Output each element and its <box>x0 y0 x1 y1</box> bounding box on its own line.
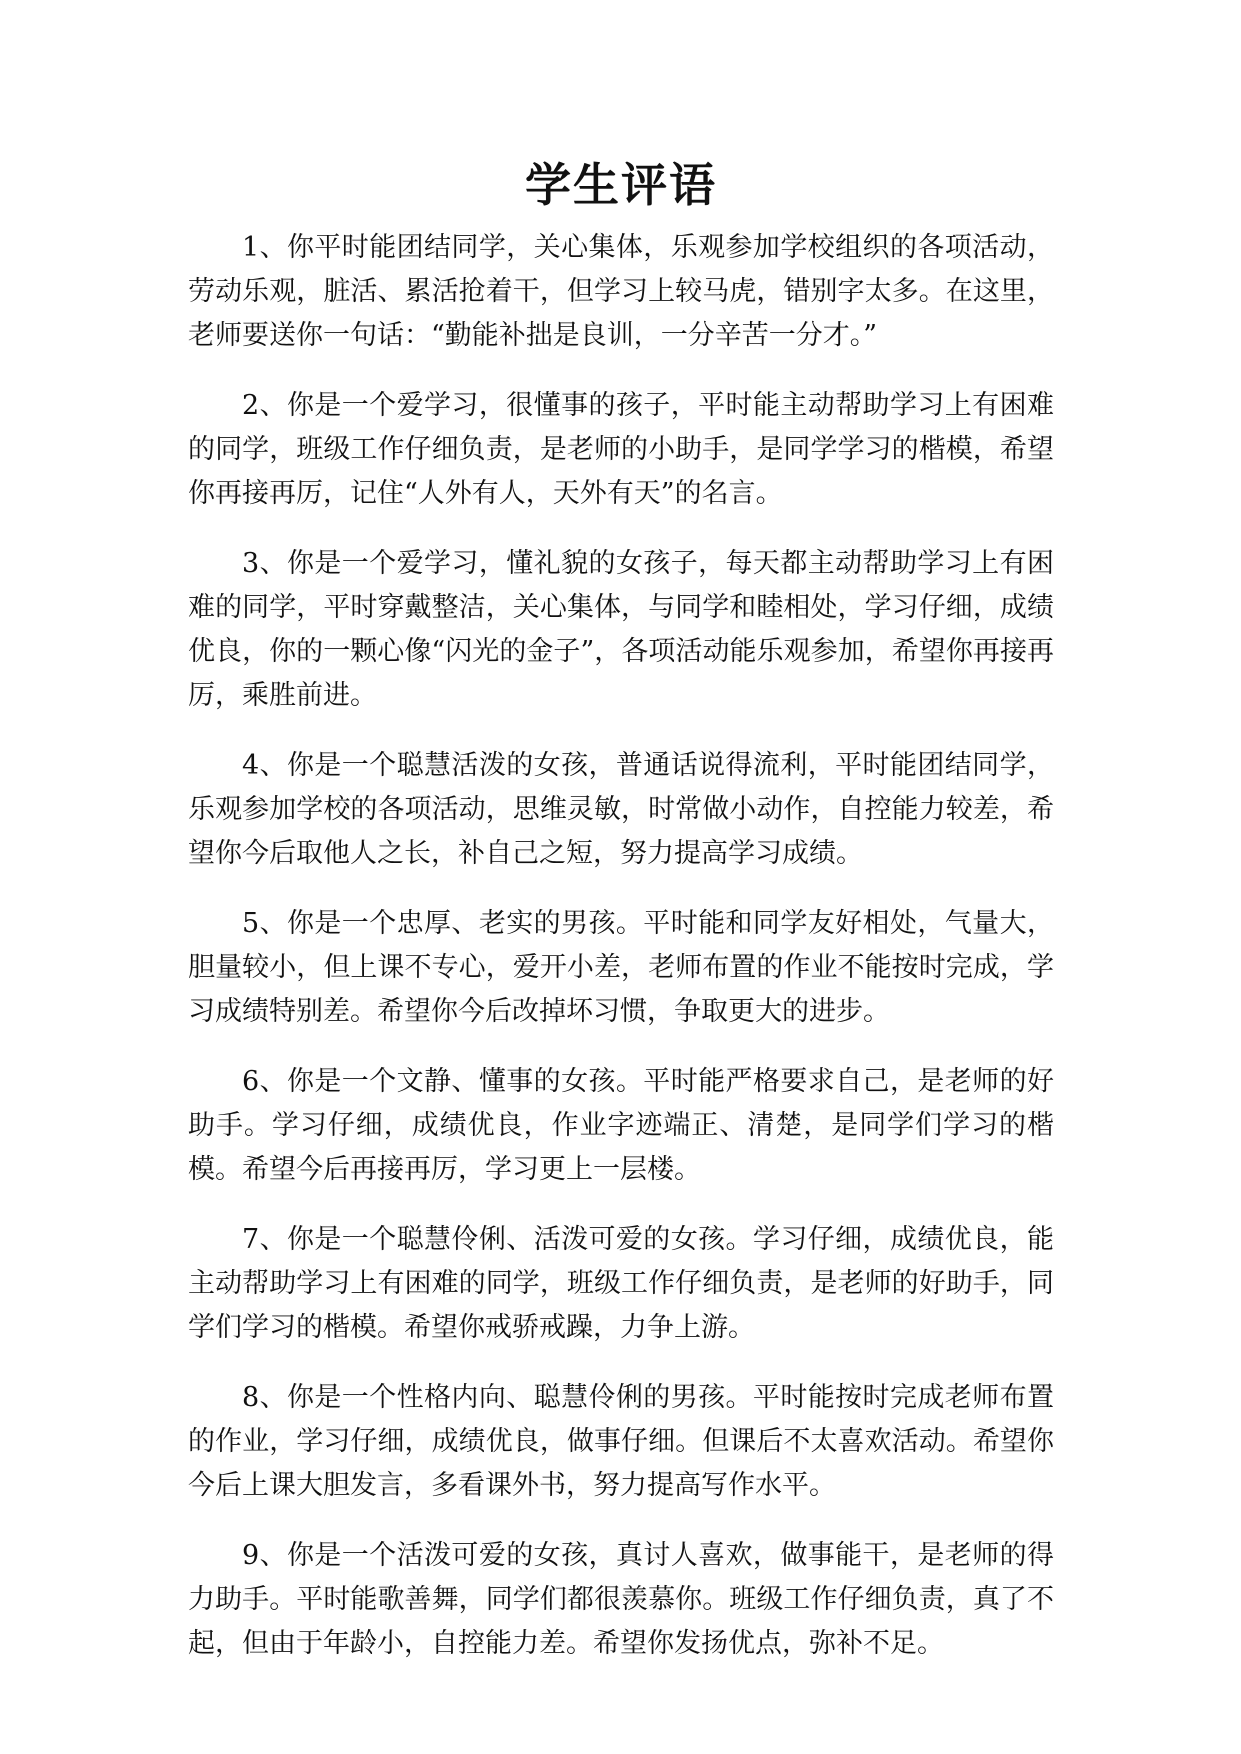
comment-paragraph-2: 2、你是一个爱学习，很懂事的孩子，平时能主动帮助学习上有困难的同学，班级工作仔细负责，是老师的小助手，是同学学习的楷模，希望你再接再厉，记住“人外有人，天外有天”的名言。 <box>188 390 1054 509</box>
comment-paragraph-3: 3、你是一个爱学习，懂礼貌的女孩子，每天都主动帮助学习上有困难的同学，平时穿戴整洁，关心集体，与同学和睦相处，学习仔细，成绩优良，你的一颗心像“闪光的金子”，各项活动能乐观参加，希望你再接再厉，乘胜前进。 <box>188 548 1054 711</box>
comment-paragraph-6: 6、你是一个文静、懂事的女孩。平时能严格要求自己，是老师的好助手。学习仔细，成绩优良，作业字迹端正、清楚，是同学们学习的楷模。希望今后再接再厉，学习更上一层楼。 <box>188 1066 1054 1185</box>
comment-paragraph-9: 9、你是一个活泼可爱的女孩，真讨人喜欢，做事能干，是老师的得力助手。平时能歌善舞，同学们都很羡慕你。班级工作仔细负责，真了不起，但由于年龄小，自控能力差。希望你发扬优点，弥补不足。 <box>188 1540 1054 1659</box>
comment-paragraph-1: 1、你平时能团结同学，关心集体，乐观参加学校组织的各项活动，劳动乐观，脏活、累活抢着干，但学习上较马虎，错别字太多。在这里，老师要送你一句话：“勤能补拙是良训，一分辛苦一分才。” <box>188 232 1054 351</box>
document-page <box>188 150 1054 1692</box>
comment-paragraph-7: 7、你是一个聪慧伶俐、活泼可爱的女孩。学习仔细，成绩优良，能主动帮助学习上有困难的同学，班级工作仔细负责，是老师的好助手，同学们学习的楷模。希望你戒骄戒躁，力争上游。 <box>188 1224 1054 1343</box>
comment-paragraph-8: 8、你是一个性格内向、聪慧伶俐的男孩。平时能按时完成老师布置的作业，学习仔细，成绩优良，做事仔细。但课后不太喜欢活动。希望你今后上课大胆发言，多看课外书，努力提高写作水平。 <box>188 1382 1054 1501</box>
document-title: 学生评语 <box>525 158 717 212</box>
comment-paragraph-5: 5、你是一个忠厚、老实的男孩。平时能和同学友好相处，气量大，胆量较小，但上课不专心，爱开小差，老师布置的作业不能按时完成，学习成绩特别差。希望你今后改掉坏习惯，争取更大的进步。 <box>188 908 1054 1027</box>
comment-paragraph-4: 4、你是一个聪慧活泼的女孩，普通话说得流利，平时能团结同学，乐观参加学校的各项活动，思维灵敏，时常做小动作，自控能力较差，希望你今后取他人之长，补自己之短，努力提高学习成绩。 <box>188 750 1054 869</box>
